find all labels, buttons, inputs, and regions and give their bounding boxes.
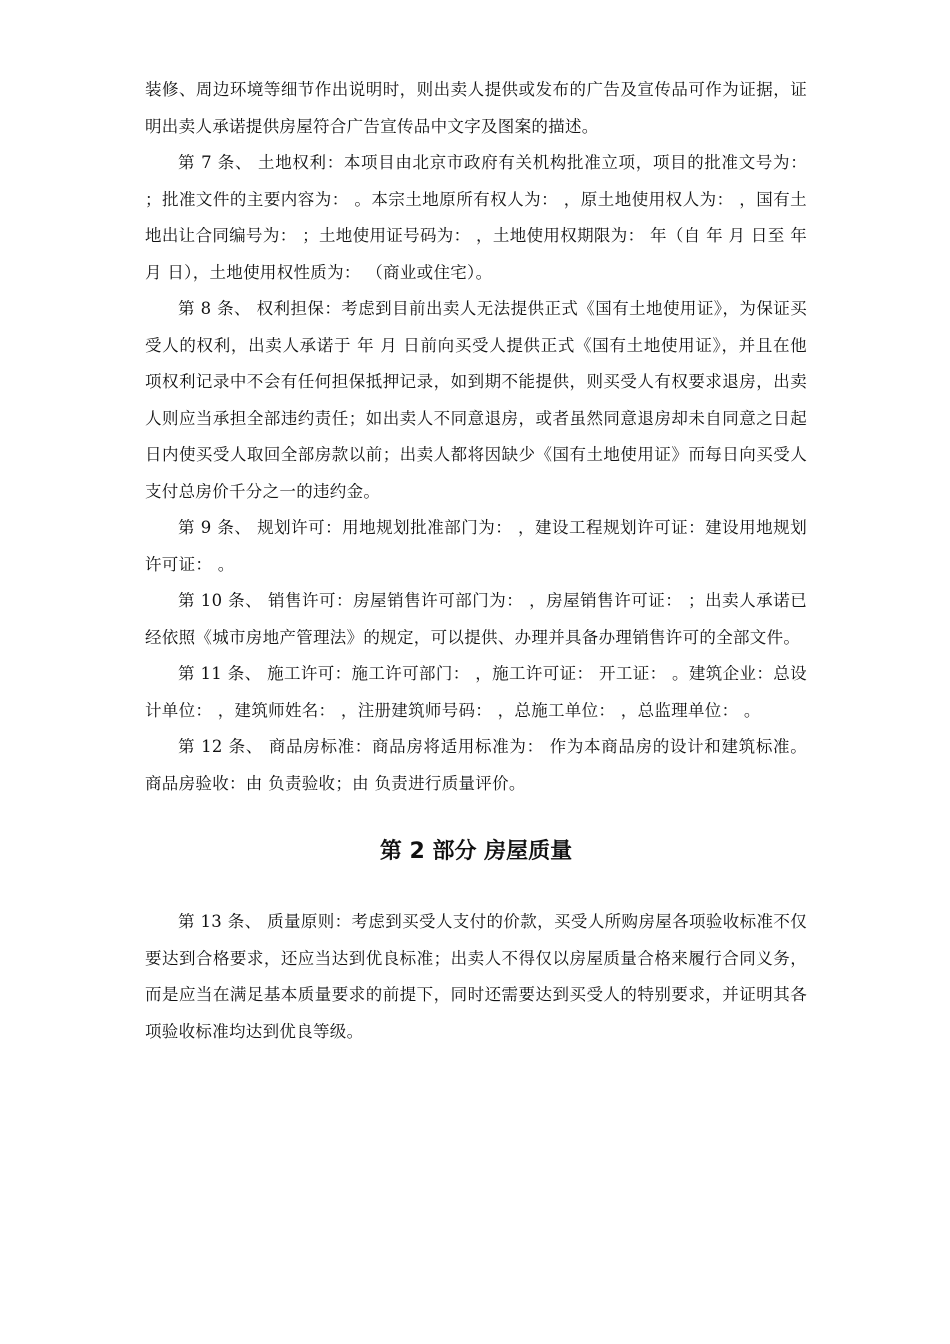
clause-13-quality-principle: 第 13 条、 质量原则：考虑到买受人支付的价款，买受人所购房屋各项验收标准不仅要达到合格要求，还应当达到优良标准；出卖人不得仅以房屋质量合格来履行合同义务，而是应当在满足基本质量要求的前提下，同时还需要达到买受人的特别要求，并证明其各项验收标准均达到优良等级。 — [145, 912, 807, 1041]
clause-11-construction-permit: 第 11 条、 施工许可：施工许可部门： ，施工许可证： 开工证： 。建筑企业：总设计单位： ，建筑师姓名： ，注册建筑师号码： ，总施工单位： ，总监理单位： 。 — [145, 664, 807, 720]
paragraph-continuation: 装修、周边环境等细节作出说明时，则出卖人提供或发布的广告及宣传品可作为证据，证明出卖人承诺提供房屋符合广告宣传品中文字及图案的描述。 — [145, 80, 807, 136]
clause-9-planning-permit: 第 9 条、 规划许可：用地规划批准部门为： ，建设工程规划许可证：建设用地规划许可证： 。 — [145, 518, 807, 574]
document-body — [145, 72, 807, 1050]
clause-7-land-rights: 第 7 条、 土地权利：本项目由北京市政府有关机构批准立项，项目的批准文号为： ；批准文件的主要内容为： 。本宗土地原所有权人为： ，原土地使用权人为： ，国有土地出让合同编号为： ；土地使用证号码为： ，土地使用权期限为： 年（自 年 月 日至 年 月 日），土地使用权性质为： （商业或住宅）。 — [145, 153, 807, 282]
clause-8-rights-guarantee: 第 8 条、 权利担保：考虑到目前出卖人无法提供正式《国有土地使用证》，为保证买受人的权利，出卖人承诺于 年 月 日前向买受人提供正式《国有土地使用证》，并且在他项权利记录中不会有任何担保抵押记录，如到期不能提供，则买受人有权要求退房，出卖人则应当承担全部违约责任；如出卖人不同意退房，或者虽然同意退房却未自同意之日起 日内使买受人取回全部房款以前；出卖人都将因缺少《国有土地使用证》而每日向买受人支付总房价千分之一的违约金。 — [145, 299, 807, 501]
section-heading: 第 2 部分 房屋质量 — [379, 839, 573, 864]
clause-10-sales-permit: 第 10 条、 销售许可：房屋销售许可部门为： ，房屋销售许可证： ；出卖人承诺已经依照《城市房地产管理法》的规定，可以提供、办理并具备办理销售许可的全部文件。 — [145, 591, 807, 647]
clause-12-housing-standard: 第 12 条、 商品房标准：商品房将适用标准为： 作为本商品房的设计和建筑标准。商品房验收：由 负责验收；由 负责进行质量评价。 — [145, 737, 807, 793]
